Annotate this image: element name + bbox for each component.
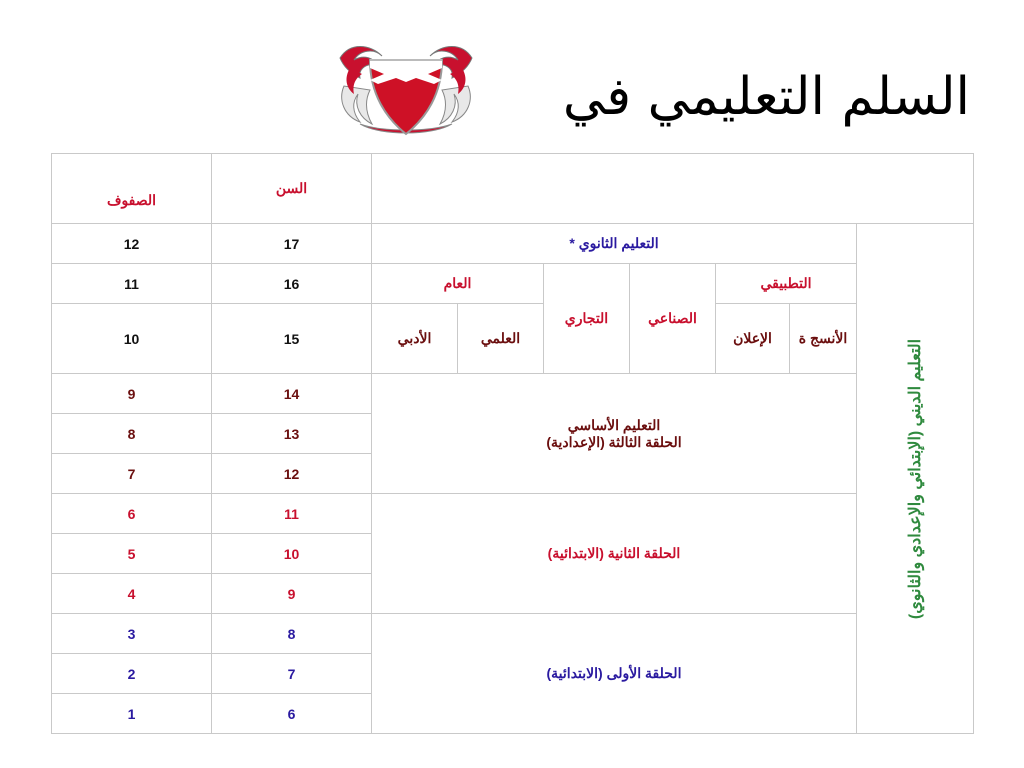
basic-education-label: التعليم الأساسي [567,416,661,433]
age-cell: 16 [212,264,372,304]
bahrain-emblem-icon [330,38,482,142]
religious-education-cell [857,224,974,734]
education-ladder-table [51,153,974,734]
age-cell: 6 [212,694,372,734]
table-row [52,264,974,304]
grade-cell: 5 [52,534,212,574]
age-cell: 12 [212,454,372,494]
table-row [52,304,974,374]
applied-track-cell: التطبيقي [716,264,857,304]
intermediate-cycle-label: الحلقة الثالثة (الإعدادية) [546,433,682,450]
advertising-track-cell: الإعلان [716,304,790,374]
basic-education-cell [372,374,857,494]
age-cell: 9 [212,574,372,614]
grade-cell: 8 [52,414,212,454]
age-cell: 14 [212,374,372,414]
grade-cell: 6 [52,494,212,534]
religious-education-label: التعليم الديني (الإبتدائي والإعدادي والثانوي) [907,338,924,619]
grade-cell: 4 [52,574,212,614]
header-empty-cell [372,154,974,224]
industrial-track-cell: الصناعي [630,264,716,374]
table-row [52,224,974,264]
age-cell: 15 [212,304,372,374]
age-cell: 8 [212,614,372,654]
age-cell: 11 [212,494,372,534]
grade-cell: 7 [52,454,212,494]
header-row [52,154,974,224]
second-cycle-cell: الحلقة الثانية (الابتدائية) [372,494,857,614]
commercial-track-cell: التجاري [544,264,630,374]
general-track-cell: العام [372,264,544,304]
header-age: السن [212,154,372,224]
grade-cell: 11 [52,264,212,304]
literary-track-cell: الأدبي [372,304,458,374]
grade-cell: 3 [52,614,212,654]
table-row [52,374,974,414]
scientific-track-cell: العلمي [458,304,544,374]
grade-cell: 10 [52,304,212,374]
first-cycle-cell: الحلقة الأولى (الابتدائية) [372,614,857,734]
grade-cell: 2 [52,654,212,694]
age-cell: 7 [212,654,372,694]
grade-cell: 9 [52,374,212,414]
age-cell: 17 [212,224,372,264]
textiles-track-cell: الأنسج ة [790,304,857,374]
age-cell: 10 [212,534,372,574]
table-row [52,494,974,534]
table-row [52,614,974,654]
header-grades: الصفوف [52,154,212,224]
grade-cell: 12 [52,224,212,264]
page-title: السلم التعليمي في [562,67,970,127]
age-cell: 13 [212,414,372,454]
secondary-education-cell: التعليم الثانوي * [372,224,857,264]
grade-cell: 1 [52,694,212,734]
